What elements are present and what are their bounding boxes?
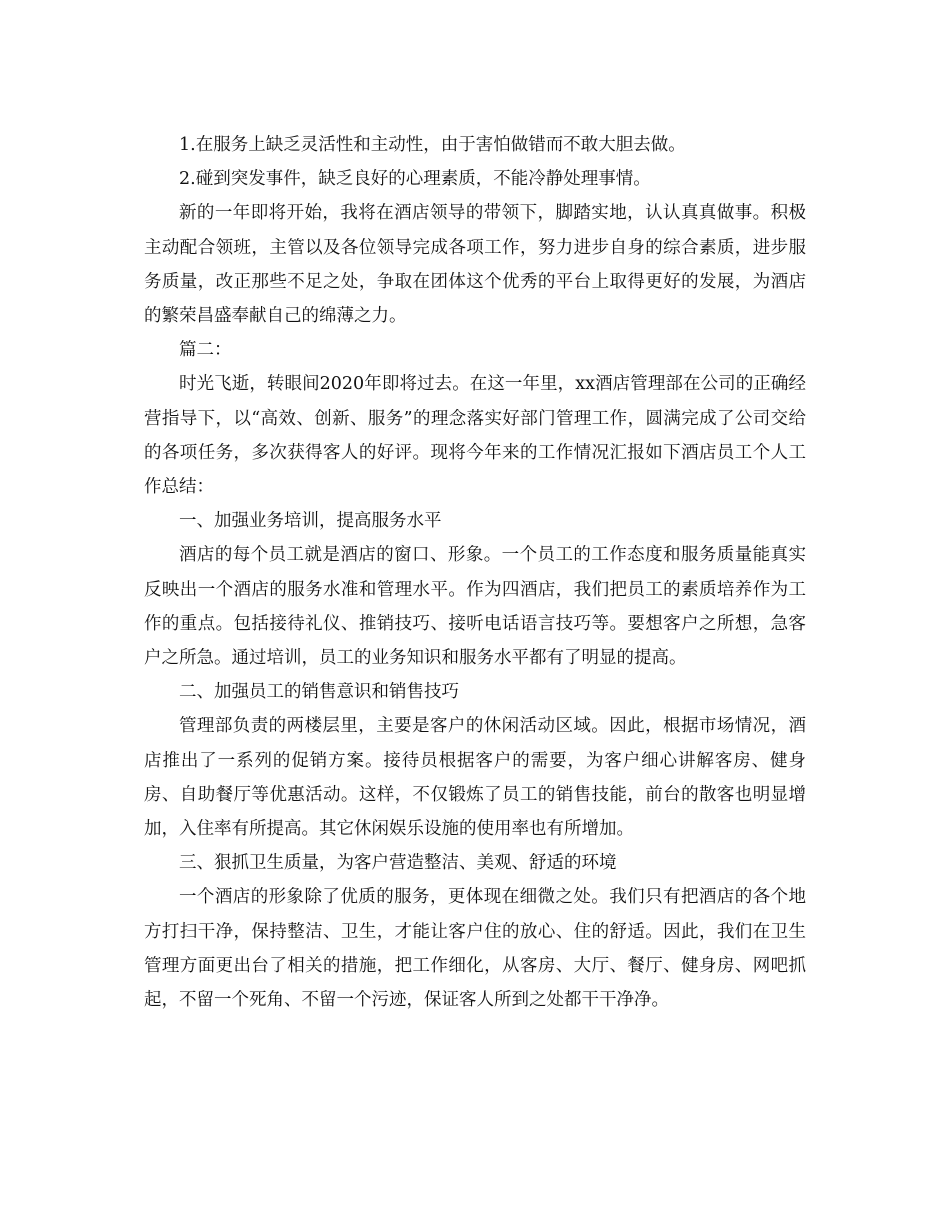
- body-paragraph: 酒店的每个员工就是酒店的窗口、形象。一个员工的工作态度和服务质量能真实反映出一个酒店的服务水准和管理水平。作为四酒店，我们把员工的素质培养作为工作的重点。包括接待礼仪、推销技巧、接听电话语言技巧等。要想客户之所想，急客户之所急。通过培训，员工的业务知识和服务水平都有了明显的提高。: [144, 545, 806, 669]
- document-body: [144, 128, 806, 1017]
- list-item-1: 1.在服务上缺乏灵活性和主动性，由于害怕做错而不敢大胆去做。: [179, 135, 686, 155]
- section-heading-part-two: 篇二：: [179, 340, 232, 361]
- section-heading-2: 二、加强员工的销售意识和销售技巧: [179, 682, 459, 703]
- list-item-2: 2.碰到突发事件，缺乏良好的心理素质，不能冷静处理事情。: [179, 169, 651, 190]
- body-paragraph: 时光飞逝，转眼间2020年即将过去。在这一年里，xx酒店管理部在公司的正确经营指导下，以“高效、创新、服务”的理念落实好部门管理工作，圆满完成了公司交给的各项任务，多次获得客人的好评。现将今年来的工作情况汇报如下酒店员工个人工作总结：: [144, 374, 806, 498]
- section-heading-3: 三、狠抓卫生质量，为客户营造整洁、美观、舒适的环境: [179, 853, 617, 874]
- body-paragraph: 一个酒店的形象除了优质的服务，更体现在细微之处。我们只有把酒店的各个地方打扫干净，保持整洁、卫生，才能让客户住的放心、住的舒适。因此，我们在卫生管理方面更出台了相关的措施，把工作细化，从客房、大厅、餐厅、健身房、网吧抓起，不留一个死角、不留一个污迹，保证客人所到之处都干干净净。: [144, 887, 806, 1011]
- body-paragraph: 新的一年即将开始，我将在酒店领导的带领下，脚踏实地，认认真真做事。积极主动配合领班，主管以及各位领导完成各项工作，努力进步自身的综合素质，进步服务质量，改正那些不足之处，争取在团体这个优秀的平台上取得更好的发展，为酒店的繁荣昌盛奉献自己的绵薄之力。: [144, 203, 806, 327]
- body-paragraph: 管理部负责的两楼层里，主要是客户的休闲活动区域。因此，根据市场情况，酒店推出了一系列的促销方案。接待员根据客户的需要，为客户细心讲解客房、健身房、自助餐厅等优惠活动。这样，不仅锻炼了员工的销售技能，前台的散客也明显增加，入住率有所提高。其它休闲娱乐设施的使用率也有所增加。: [144, 716, 806, 840]
- section-heading-1: 一、加强业务培训，提高服务水平: [179, 511, 442, 532]
